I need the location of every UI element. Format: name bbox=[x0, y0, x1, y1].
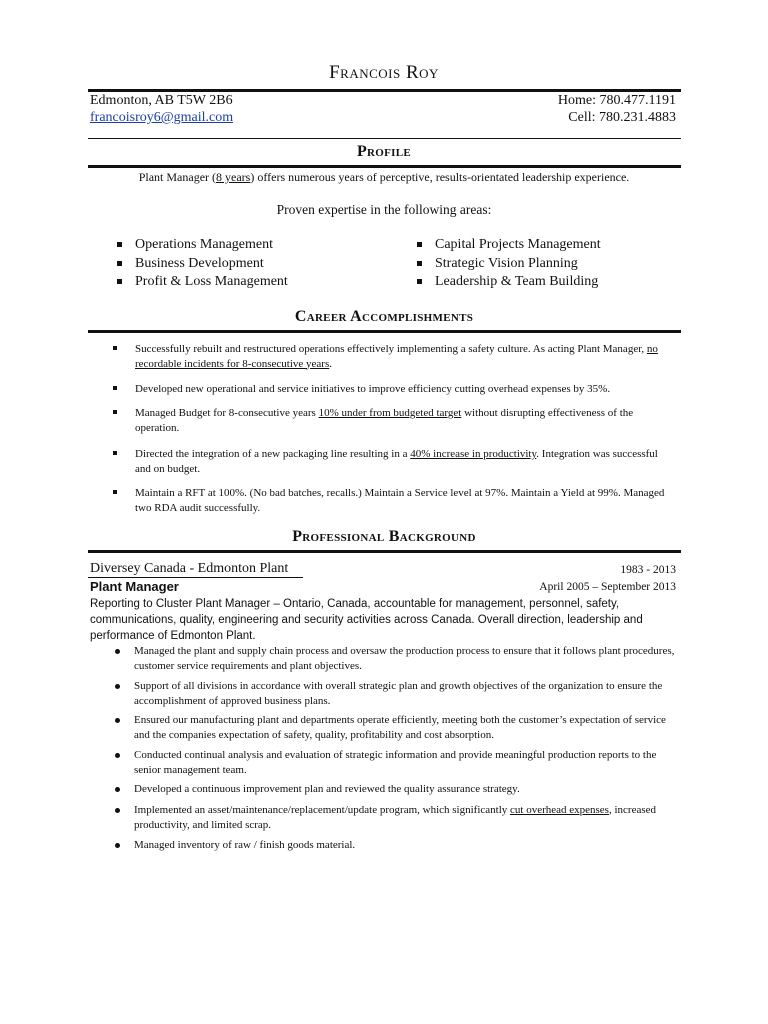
duty-text bbox=[113, 713, 678, 742]
duty-text bbox=[113, 782, 678, 797]
duty-text bbox=[113, 679, 678, 708]
item-text: . bbox=[329, 357, 332, 370]
company-underline bbox=[88, 577, 303, 578]
square-bullet-icon bbox=[117, 242, 122, 247]
email-text[interactable]: francoisroy6@gmail.com bbox=[90, 110, 234, 125]
address: Edmonton, AB T5W 2B6 bbox=[90, 93, 233, 108]
item-text: . Integration was successful and on budget. bbox=[135, 448, 658, 475]
item-emphasis: cut overhead expenses bbox=[510, 804, 609, 816]
item-text: Support of all divisions in accordance with overall strategic plan and growth objectives of the organization to ensure the accomplishment of approved business plans. bbox=[134, 680, 663, 707]
duty-text bbox=[113, 838, 678, 853]
square-bullet-icon bbox=[117, 261, 122, 266]
item-emphasis: no recordable incidents for 8-consecutive years bbox=[135, 343, 658, 370]
skill-label: Strategic Vision Planning bbox=[435, 255, 578, 271]
square-bullet-icon bbox=[113, 490, 117, 494]
item-text: Managed the plant and supply chain process and oversaw the production process to ensure that it follows plant procedures, customer service requirements and plant objectives. bbox=[134, 645, 675, 672]
accomplishments-title: Career Accomplishments bbox=[294, 308, 474, 325]
summary-years: 8 years bbox=[216, 170, 251, 184]
square-bullet-icon bbox=[113, 346, 117, 350]
duty-item bbox=[113, 838, 678, 853]
role-dates: April 2005 – September 2013 bbox=[539, 581, 676, 593]
square-bullet-icon bbox=[113, 386, 117, 390]
square-bullet-icon bbox=[417, 242, 422, 247]
item-text: , increased productivity, and limited scrap. bbox=[134, 804, 656, 831]
accomplishment-item bbox=[113, 342, 673, 371]
item-text: Managed Budget for 8-consecutive years bbox=[135, 407, 319, 419]
round-bullet-icon bbox=[115, 787, 120, 792]
duty-item bbox=[113, 782, 678, 797]
item-emphasis: 10% under from budgeted target bbox=[318, 407, 462, 419]
skill-label: Leadership & Team Building bbox=[435, 274, 599, 289]
accomplishment-text bbox=[113, 447, 673, 476]
candidate-name: Francois Roy bbox=[329, 62, 439, 83]
skill-item bbox=[113, 273, 288, 292]
accomplishments-rule bbox=[88, 330, 681, 333]
item-text: Implemented an asset/maintenance/replacement/update program, which significantly bbox=[134, 804, 510, 816]
proven-expertise: Proven expertise in the following areas: bbox=[276, 202, 492, 217]
profile-rule-top bbox=[88, 138, 681, 139]
background-title: Professional Background bbox=[292, 528, 476, 545]
role-title: Plant Manager bbox=[90, 579, 179, 594]
round-bullet-icon bbox=[115, 808, 120, 813]
item-text: Ensured our manufacturing plant and departments operate efficiently, meeting both the customer’s expectation of service and the companies expectation of safety, quality, profitability and cost absorption. bbox=[134, 714, 666, 741]
round-bullet-icon bbox=[115, 684, 120, 689]
duty-item bbox=[113, 713, 678, 742]
duty-text bbox=[113, 644, 678, 673]
accomplishment-item bbox=[113, 486, 673, 515]
skill-label: Profit & Loss Management bbox=[135, 274, 288, 289]
skill-label: Business Development bbox=[135, 255, 264, 271]
square-bullet-icon bbox=[113, 451, 117, 455]
skill-item bbox=[413, 255, 601, 274]
item-text: Maintain a RFT at 100%. (No bad batches, recalls.) Maintain a Service level at 97%. Maintain a Yield at 99%. Managed two RDA audit successfully. bbox=[135, 487, 665, 514]
accomplishment-item bbox=[113, 406, 673, 435]
square-bullet-icon bbox=[117, 279, 122, 284]
round-bullet-icon bbox=[115, 718, 120, 723]
square-bullet-icon bbox=[417, 279, 422, 284]
skills-right-list bbox=[413, 236, 601, 292]
duty-item bbox=[113, 803, 678, 832]
summary-post: ) offers numerous years of perceptive, results-orientated leadership experience. bbox=[250, 170, 630, 184]
duty-text bbox=[113, 803, 678, 832]
duty-item bbox=[113, 644, 678, 673]
skill-label: Operations Management bbox=[135, 237, 274, 252]
duty-item bbox=[113, 679, 678, 708]
item-text: Managed inventory of raw / finish goods material. bbox=[134, 839, 356, 851]
accomplishment-item bbox=[113, 447, 673, 476]
company-name: Diversey Canada - Edmonton Plant bbox=[90, 561, 289, 576]
item-text: Developed a continuous improvement plan and reviewed the quality assurance strategy. bbox=[134, 783, 520, 795]
item-text: Successfully rebuilt and restructured operations effectively implementing a safety culture. As acting Plant Manager, bbox=[135, 343, 647, 355]
home-phone: Home: 780.477.1191 bbox=[557, 93, 676, 108]
item-text: without disrupting effectiveness of the operation. bbox=[135, 407, 634, 434]
reporting-summary: Reporting to Cluster Plant Manager – Ontario, Canada, accountable for management, personnel, safety, communications, quality, engineering and security activities across Canada. Overall direction, leadership and performance of Edmonton Plant. bbox=[90, 598, 643, 642]
profile-summary bbox=[0, 170, 768, 185]
skill-label: Capital Projects Management bbox=[435, 237, 601, 252]
round-bullet-icon bbox=[115, 843, 120, 848]
item-emphasis: 40% increase in productivity bbox=[410, 448, 537, 460]
accomplishment-text bbox=[113, 406, 673, 435]
item-text: Directed the integration of a new packaging line resulting in a bbox=[135, 448, 411, 460]
accomplishment-text bbox=[113, 382, 673, 397]
accomplishment-item bbox=[113, 382, 673, 397]
square-bullet-icon bbox=[113, 410, 117, 414]
duty-text bbox=[113, 748, 678, 777]
skills-left-list bbox=[113, 236, 288, 292]
cell-phone: Cell: 780.231.4883 bbox=[568, 110, 676, 125]
round-bullet-icon bbox=[115, 753, 120, 758]
item-text: Developed new operational and service initiatives to improve efficiency cutting overhead expenses by 35%. bbox=[135, 383, 611, 395]
round-bullet-icon bbox=[115, 649, 120, 654]
skill-item bbox=[113, 236, 288, 255]
square-bullet-icon bbox=[417, 261, 422, 266]
skill-item bbox=[113, 255, 288, 274]
header-rule bbox=[88, 89, 681, 92]
skill-item bbox=[413, 236, 601, 255]
background-rule bbox=[88, 550, 681, 553]
accomplishment-text bbox=[113, 342, 673, 371]
profile-rule-bottom bbox=[88, 165, 681, 168]
profile-title: Profile bbox=[356, 143, 412, 160]
item-text: Conducted continual analysis and evaluation of strategic information and provide meaningful production reports to the senior management team. bbox=[134, 749, 657, 776]
summary-pre: Plant Manager ( bbox=[138, 170, 217, 184]
duty-item bbox=[113, 748, 678, 777]
accomplishment-text bbox=[113, 486, 673, 515]
skill-item bbox=[413, 273, 601, 292]
company-years: 1983 - 2013 bbox=[620, 564, 676, 576]
email-link[interactable] bbox=[90, 110, 233, 126]
